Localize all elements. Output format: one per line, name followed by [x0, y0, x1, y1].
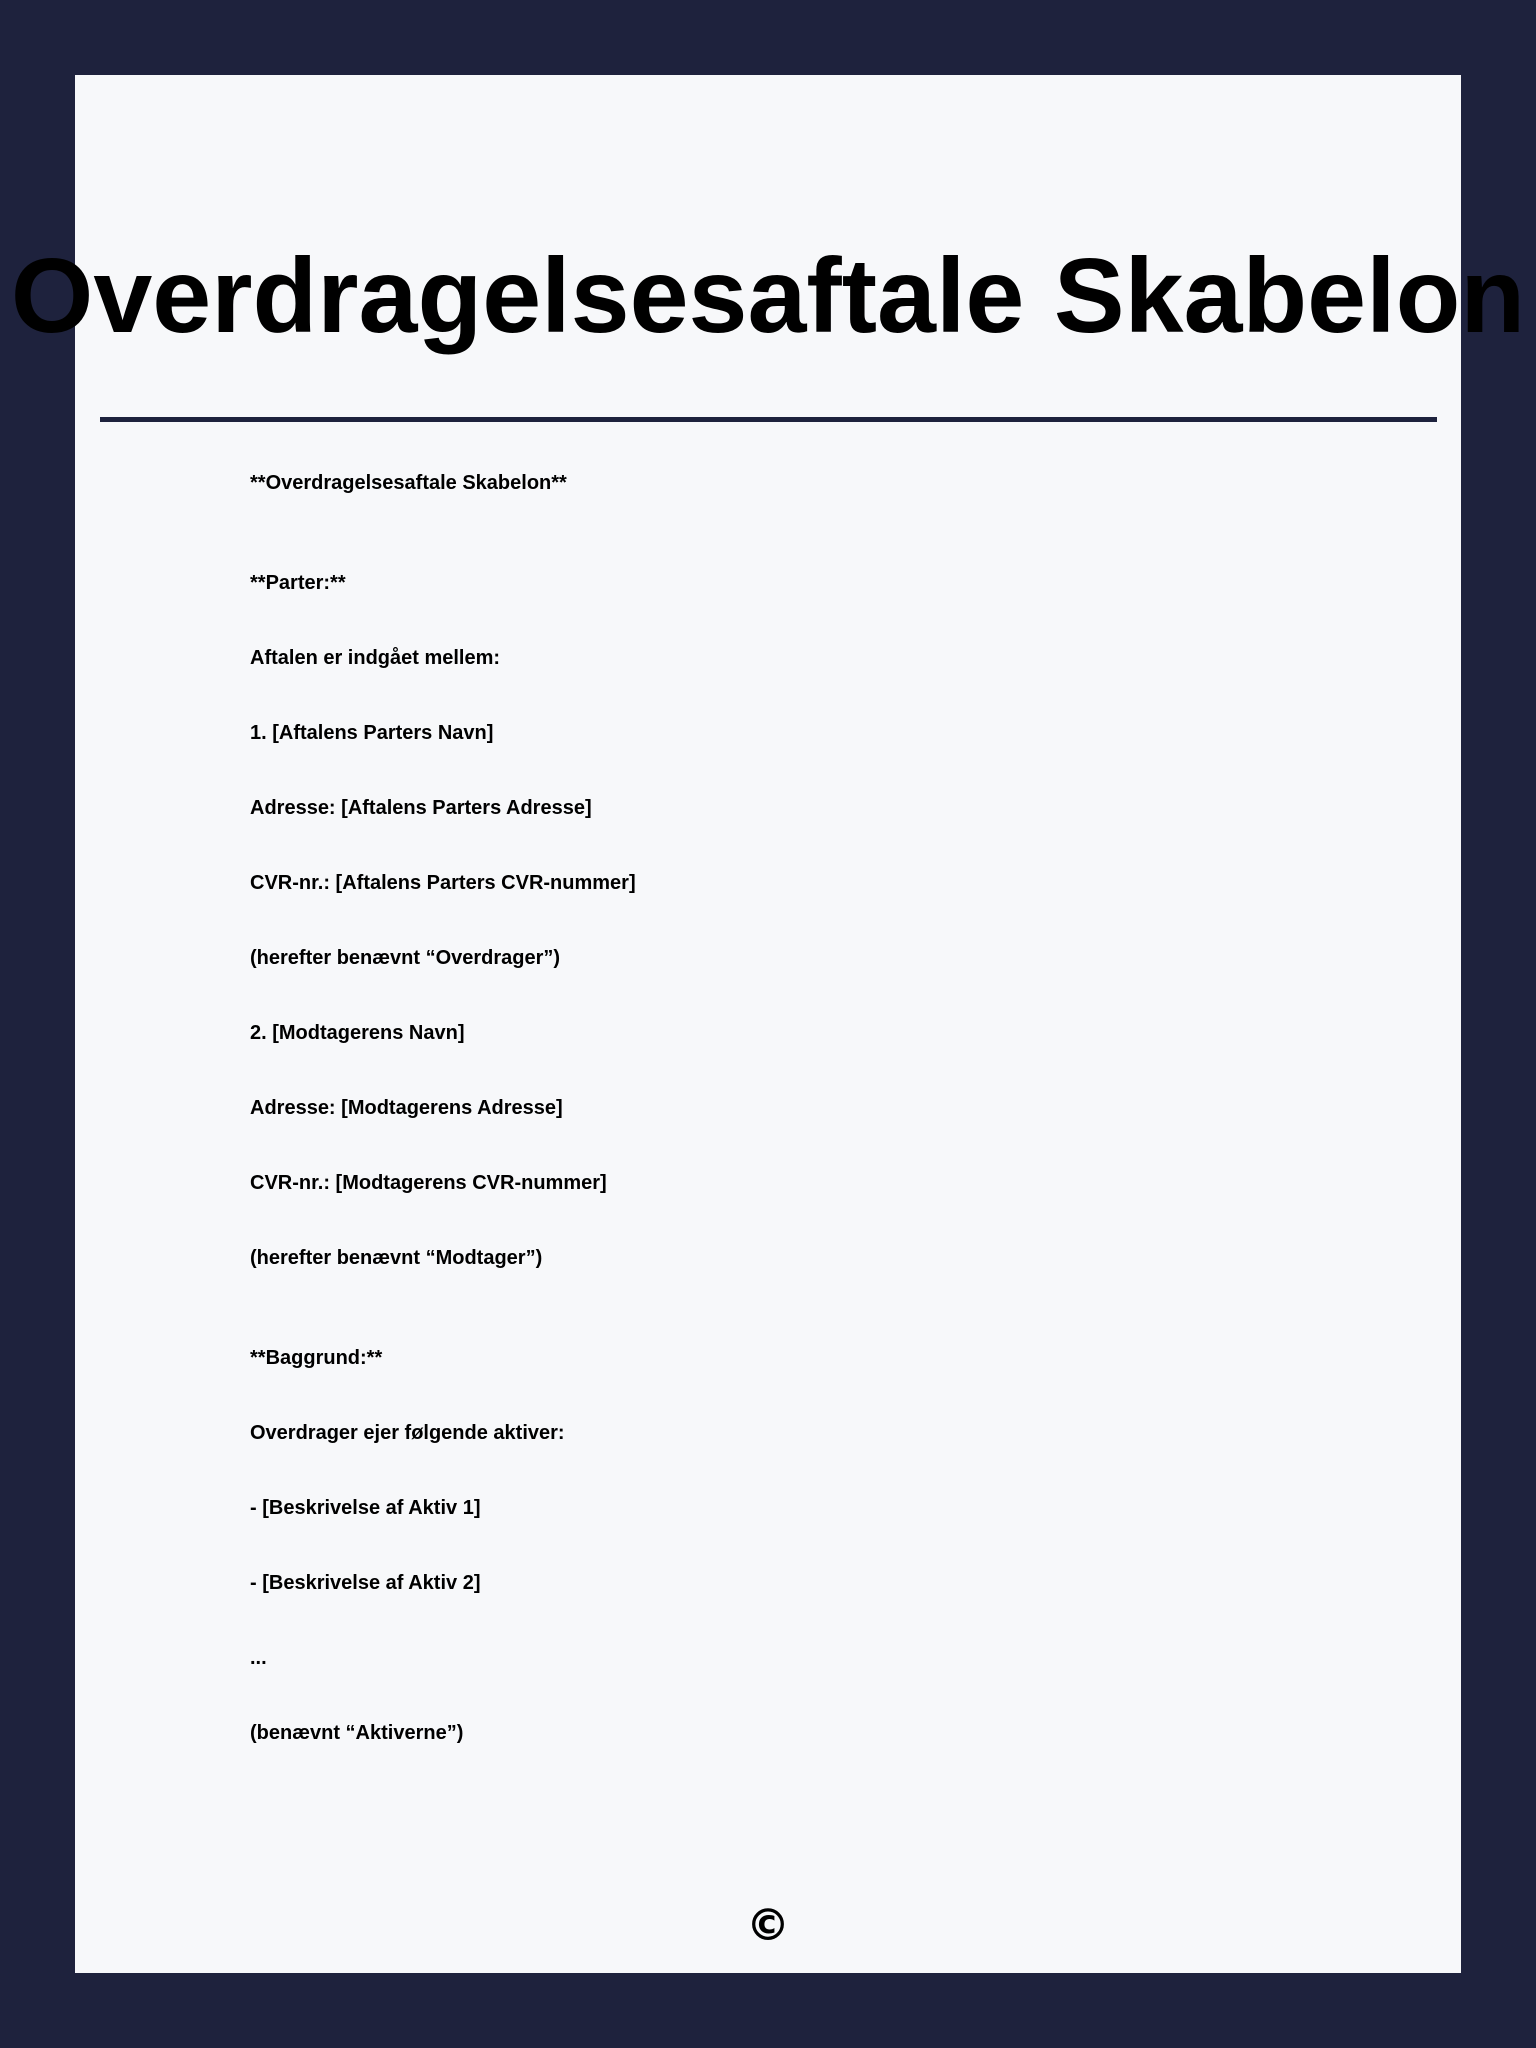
- title-divider: [100, 417, 1437, 422]
- body-line: Overdrager ejer følgende aktiver:: [250, 1422, 565, 1444]
- body-line: 2. [Modtagerens Navn]: [250, 1022, 465, 1044]
- body-line: (herefter benævnt “Overdrager”): [250, 947, 561, 969]
- section-heading-parter: **Parter:**: [250, 572, 346, 594]
- body-line: CVR-nr.: [Modtagerens CVR-nummer]: [250, 1172, 607, 1194]
- list-item: - [Beskrivelse af Aktiv 1]: [250, 1497, 481, 1519]
- body-line: CVR-nr.: [Aftalens Parters CVR-nummer]: [250, 872, 636, 894]
- body-line: 1. [Aftalens Parters Navn]: [250, 722, 494, 744]
- body-line: Adresse: [Aftalens Parters Adresse]: [250, 797, 592, 819]
- ellipsis-line: ...: [250, 1647, 267, 1669]
- list-item: - [Beskrivelse af Aktiv 2]: [250, 1572, 481, 1594]
- body-line: Adresse: [Modtagerens Adresse]: [250, 1097, 563, 1119]
- document-title: Overdragelsesaftale Skabelon: [10, 237, 1526, 355]
- body-line: Aftalen er indgået mellem:: [250, 647, 501, 669]
- body-line: (benævnt “Aktiverne”): [250, 1722, 464, 1744]
- section-heading-baggrund: **Baggrund:**: [250, 1347, 383, 1369]
- body-heading: **Overdragelsesaftale Skabelon**: [250, 472, 567, 494]
- body-line: (herefter benævnt “Modtager”): [250, 1247, 543, 1269]
- copyright-icon: ©: [746, 1900, 790, 1951]
